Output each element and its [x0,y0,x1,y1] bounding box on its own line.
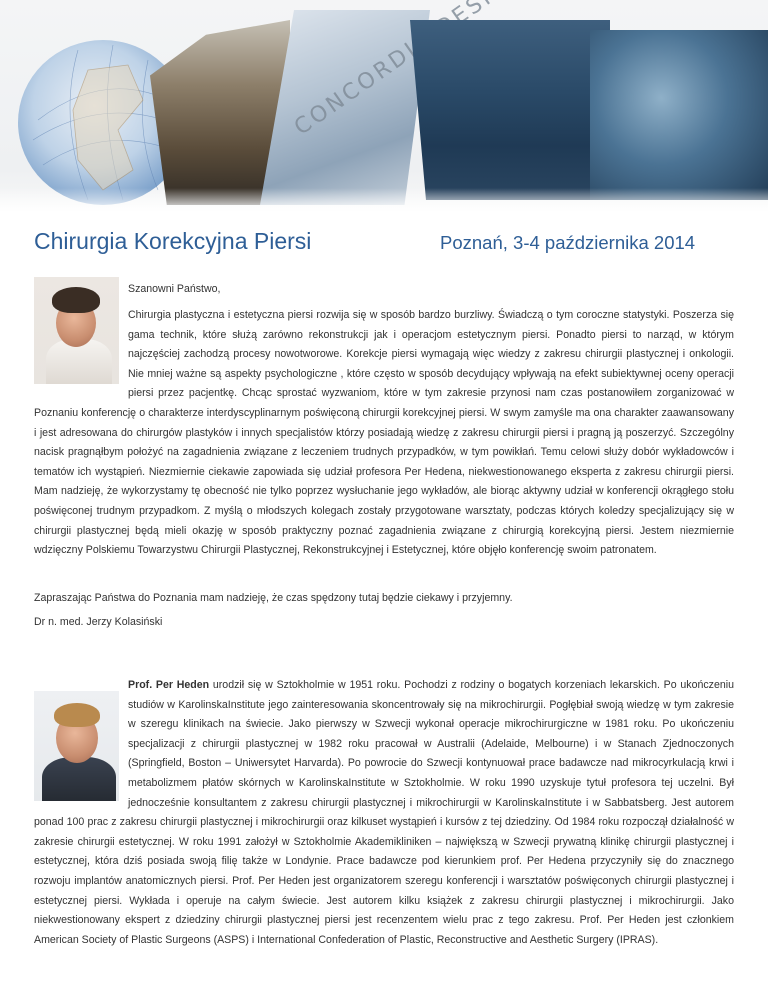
event-date: Poznań, 3-4 października 2014 [440,232,696,253]
banner-fade [0,188,768,212]
speaker-bio [34,676,734,950]
surgery-photo [590,30,768,200]
portrait-wrap-spacer [34,306,128,400]
header-banner [0,0,768,212]
letter-paragraph [34,306,734,561]
salutation: Szanowni Państwo, [128,283,221,295]
lab-photo [410,20,610,200]
portrait-wrap-spacer [34,676,128,813]
speaker-name: Prof. Per Heden [128,679,210,691]
sign-lettering: CONCORDIA [290,26,438,141]
letter-body: Chirurgia plastyczna i estetyczna piersi rozwija się w sposób bardzo burzliwy. Świadczą o tym coroczne statystyki. Poszerza się gama technik, które służą zarówno rekonstrukcji jak i operacjom estetycznym piersi. Ponadto piersi to narząd, w którym najczęściej zachodzą procesy nowotworowe. Korekcje piersi wymagają więc wiedzy z zakresu chirurgii plastycznej i onkologii. Nie mniej ważne są aspekty psychologiczne , które często w sposób decydujący wpływają na efekt subiektywnej oceny operacji piersi przez pacjentkę. Chcąc sprostać wyzwaniom, które w tym zakresie przynosi nam czas postanowiłem zorganizować w Poznaniu konferencję o charakterze interdyscyplinarnym poświęconą chirurgii korekcyjnej piersi. W swym zamyśle ma ona charakter zaawansowany i jest adresowana do chirurgów plastyków i innych specjalistów którzy posiadają wiedzę z zakresu chirurgii piersi i pragną ją poszerzyć. Szczególny nacisk pragnąłbym położyć na zagadnienia związane z leczeniem trudnych przypadków, w tym powikłań. Temu celowi służy dobór wykładowców i tematów ich wystąpień. Niezmiernie ciekawie zapowiada się udział profesora Per Hedena, niekwestionowanego eksperta z zakresu chirurgii piersi. Mam nadzieję, że wykorzystamy tę obecność nie tylko poprzez wysłuchanie jego wykładów, ale biorąc aktywny udział w konferencji okrągłego stołu poświęconej trudnym przypadkom. Z myślą o młodszych kolegach zostały przygotowane warsztaty, podczas których koledzy specjalizujący się w chirurgii plastycznej będą mieli okazję w sposób praktyczny poznać zagadnienia związane z chirurgią korekcyjną piersi. Jestem niezmiernie wdzięczny Polskiemu Towarzystwu Chirurgii Plastycznej, Rekonstrukcyjnej i Estetycznej, które objęło konferencję swoim patronatem. [34,309,734,557]
invitation-line: Zapraszając Państwa do Poznania mam nadzieję, że czas spędzony tutaj będzie ciekawy i przyjemny. [34,592,513,604]
signature: Dr n. med. Jerzy Kolasiński [34,616,163,628]
page-title: Chirurgia Korekcyjna Piersi [34,228,312,254]
bio-body: urodził się w Sztokholmie w 1951 roku. Pochodzi z rodziny o bogatych korzeniach lekarskich. Po ukończeniu studiów w KarolinskaInstitute jego zainteresowania skoncentrowały się na mikrochirurgii. Pogłębiał swoją wiedzę w tym zakresie w szeregu klinikach na świecie. Jako pierwszy w Szwecji wykonał operacje mikrochirurgiczne w 1981 roku. Po ukończeniu specjalizacji z chirurgii plastycznej w 1982 roku pracował w Australii (Adelaide, Melbourne) i w Stanach Zjednoczonych (Springfield, Boston – Uniwersytet Harvarda). Po powrocie do Szwecji kontynuował prace badawcze nad mikrocyrkulacją krwi i metabolizmem płatów skórnych w KarolinskaInstitute w Sztokholmie. W roku 1990 uzyskuje tytuł profesora tej uczelni. Był jednocześnie konsultantem z zakresu chirurgii plastycznej i mikrochirurgii w KarolinskaInstitute i w Sabbatsberg. Jest autorem ponad 100 prac z zakresu chirurgii plastycznej i mikrochirurgii oraz kilkuset wystąpień i kursów z tej dziedziny. Od 1984 roku rozpoczął działalność w zakresie chirurgii estetycznej. W roku 1991 założył w Sztokholmie Akademikliniken – największą w Szwecji prywatną klinikę chirurgii plastycznej i estetycznej, która dziś posiada swoją filię także w Londynie. Prace badawcze pod kierunkiem prof. Per Hedena przyczyniły się do znacznego rozwoju implantów anatomicznych piersi. Prof. Per Heden jest organizatorem szeregu konferencji i warsztatów poświęconych chirurgii plastycznej i estetycznej piersi. Wykłada i operuje na całym świecie. Jest autorem kilku książek z zakresu chirurgii plastycznej i mikrochirurgii. Jako niekwestionowany ekspert z dziedziny chirurgii plastycznej piersi jest recenzentem wielu prac z tego zakresu. Prof. Per Heden jest członkiem American Society of Plastic Surgeons (ASPS) i International Confederation of Plastic, Reconstructive and Aesthetic Surgery (IPRAS). [34,679,734,946]
